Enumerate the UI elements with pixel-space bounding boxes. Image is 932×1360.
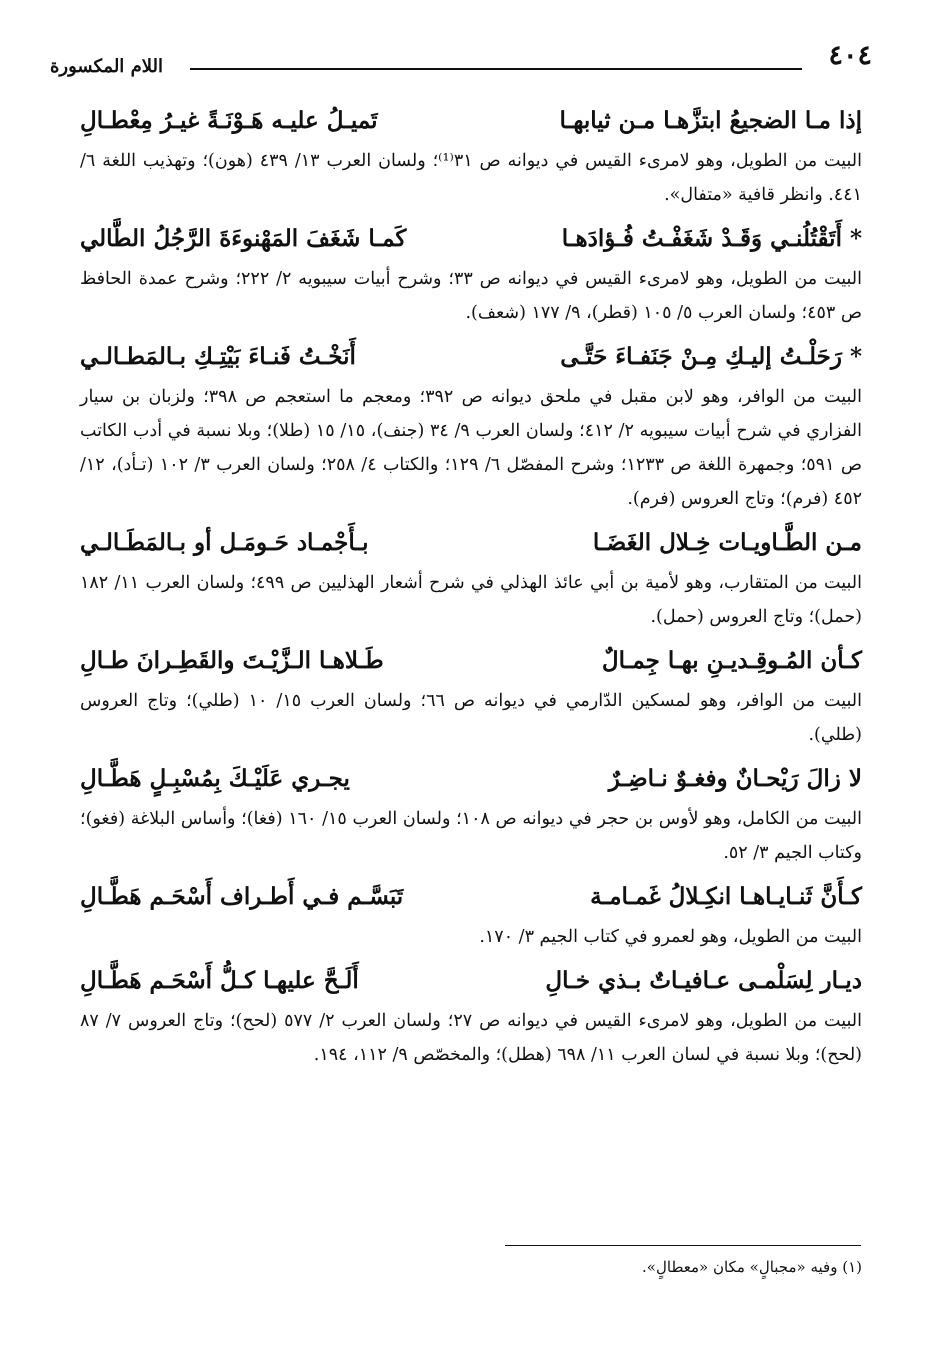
second-hemistich: بـأَجْمـاد حَـومَـل أو بـالمَطَـالـي bbox=[80, 529, 369, 556]
verse-citation: البيت من الطويل، وهو لعمرو في كتاب الجيم ٣/ ١٧٠. bbox=[479, 927, 862, 947]
footnote-rule bbox=[505, 1245, 861, 1246]
first-hemistich: إذا مـا الضجيعُ ابتزَّهـا مـن ثيابهـا bbox=[559, 107, 862, 134]
second-hemistich: أَلَـحَّ عليهـا كـلُّ أَسْحَـم هَطَّـالِ bbox=[80, 967, 359, 994]
verse-line bbox=[80, 960, 862, 1002]
first-hemistich: كـأن المُـوقِـديـنِ بهـا جِمـالٌ bbox=[601, 647, 862, 674]
verse-entry bbox=[80, 876, 862, 954]
verse-entry bbox=[80, 336, 862, 516]
verse-citation: البيت من الطويل، وهو لامرىء القيس في ديوانه ص ٣٣؛ وشرح أبيات سيبويه ٢/ ٢٢٢؛ وشرح عمدة الحافظ ص ٤٥٣؛ ولسان العرب ٥/ ١٠٥ (قطر)، ٩/ ١٧٧ (شعف). bbox=[80, 269, 862, 323]
footnote: (١) وفيه «مجبالٍ» مكان «معطالٍ». bbox=[642, 1258, 862, 1276]
verse-citation: البيت من الوافر، وهو لمسكين الدّارمي في ديوانه ص ٦٦؛ ولسان العرب ١٥/ ١٠ (طلي)؛ وتاج العروس (طلي). bbox=[80, 691, 862, 745]
verse-line bbox=[80, 758, 862, 800]
second-hemistich: أَنَخْـتُ فَنـاءَ بَيْتِـكِ بـالمَطـالـي bbox=[80, 343, 356, 370]
verse-citation: البيت من الوافر، وهو لابن مقبل في ملحق ديوانه ص ٣٩٢؛ ومعجم ما استعجم ص ٣٩٨؛ ولزبان بن سيار الفزاري في شرح أبيات سيبويه ٢/ ٤١٢؛ ولسان العرب ٩/ ٣٤ (جنف)، ١٥/ ١٥ (طلا)؛ وبلا نسبة في أدب الكاتب ص ٥٩١؛ وجمهرة اللغة ص ١٢٣٣؛ وشرح المفصّل ٦/ ١٢٩؛ والكتاب ٤/ ٢٥٨؛ ولسان العرب ٣/ ١٠٢ (تـأد)، ١٢/ ٤٥٢ (فرم)؛ وتاج العروس (فرم). bbox=[80, 387, 862, 509]
verse-entry bbox=[80, 960, 862, 1072]
second-hemistich: طَـلاهـا الـزَّيْـتَ والقَطِـرانَ طـالِ bbox=[80, 647, 384, 674]
verse-line bbox=[80, 218, 862, 260]
second-hemistich: كَمـا شَغَفَ المَهْنوءَةَ الرَّجُلُ الطَّالي bbox=[80, 225, 407, 252]
verse-entry bbox=[80, 758, 862, 870]
verse-citation: البيت من الطويل، وهو لامرىء القيس في ديوانه ص ٣١⁽¹⁾؛ ولسان العرب ١٣/ ٤٣٩ (هون)؛ وتهذيب اللغة ٦/ ٤٤١. وانظر قافية «متفال». bbox=[80, 151, 862, 205]
verse-line bbox=[80, 522, 862, 564]
first-hemistich: كـأَنَّ ثَنـايـاهـا انكِـلالُ غَمـامـة bbox=[590, 883, 862, 910]
verse-list bbox=[80, 100, 862, 1078]
second-hemistich: يجـري عَلَيْـكَ بِمُسْبِـلٍ هَطَّـالِ bbox=[80, 765, 350, 792]
first-hemistich: * أَتَقْتُلُنـي وَقَـدْ شَغَفْـتُ فُـؤادَهـا bbox=[561, 225, 862, 252]
verse-citation: البيت من المتقارب، وهو لأمية بن أبي عائذ الهذلي في شرح أشعار الهذليين ص ٤٩٩؛ ولسان العرب ١١/ ١٨٢ (حمل)؛ وتاج العروس (حمل). bbox=[80, 573, 862, 627]
verse-line bbox=[80, 876, 862, 918]
page-number: ٤٠٤ bbox=[828, 40, 872, 71]
verse-entry bbox=[80, 218, 862, 330]
header-rule bbox=[190, 68, 802, 70]
second-hemistich: تَميـلُ عليـه هَـوْنَـةً غيـرُ مِعْطـالِ bbox=[80, 107, 378, 134]
first-hemistich: مـن الطَّـاويـات خِـلال الغَضَـا bbox=[592, 529, 862, 556]
verse-citation: البيت من الطويل، وهو لامرىء القيس في ديوانه ص ٢٧؛ ولسان العرب ٢/ ٥٧٧ (لحح)؛ وتاج العروس ٧/ ٨٧ (لحح)؛ وبلا نسبة في لسان العرب ١١/ ٦٩٨ (هطل)؛ والمخصّص ٩/ ١١٢، ١٩٤. bbox=[80, 1011, 862, 1065]
second-hemistich: تَبَسَّـم فـي أَطـراف أَسْحَـم هَطَّـالِ bbox=[80, 883, 404, 910]
page-header bbox=[50, 40, 872, 80]
verse-entry bbox=[80, 640, 862, 752]
verse-line bbox=[80, 100, 862, 142]
verse-line bbox=[80, 640, 862, 682]
verse-citation: البيت من الكامل، وهو لأوس بن حجر في ديوانه ص ١٠٨؛ ولسان العرب ١٥/ ١٦٠ (فغا)؛ وأساس البلاغة (فغو)؛ وكتاب الجيم ٣/ ٥٢. bbox=[80, 809, 862, 863]
first-hemistich: * رَحَلْـتُ إليـكِ مِـنْ جَنَفـاءَ حَتَّـى bbox=[560, 343, 862, 370]
verse-entry bbox=[80, 522, 862, 634]
verse-line bbox=[80, 336, 862, 378]
chapter-title: اللام المكسورة bbox=[50, 56, 163, 77]
verse-entry bbox=[80, 100, 862, 212]
first-hemistich: ديـار لِسَلْمـى عـافيـاتٌ بـذي خـالِ bbox=[545, 967, 862, 994]
first-hemistich: لا زالَ رَيْحـانٌ وفغـوٌ نـاضِـرٌ bbox=[608, 765, 862, 792]
